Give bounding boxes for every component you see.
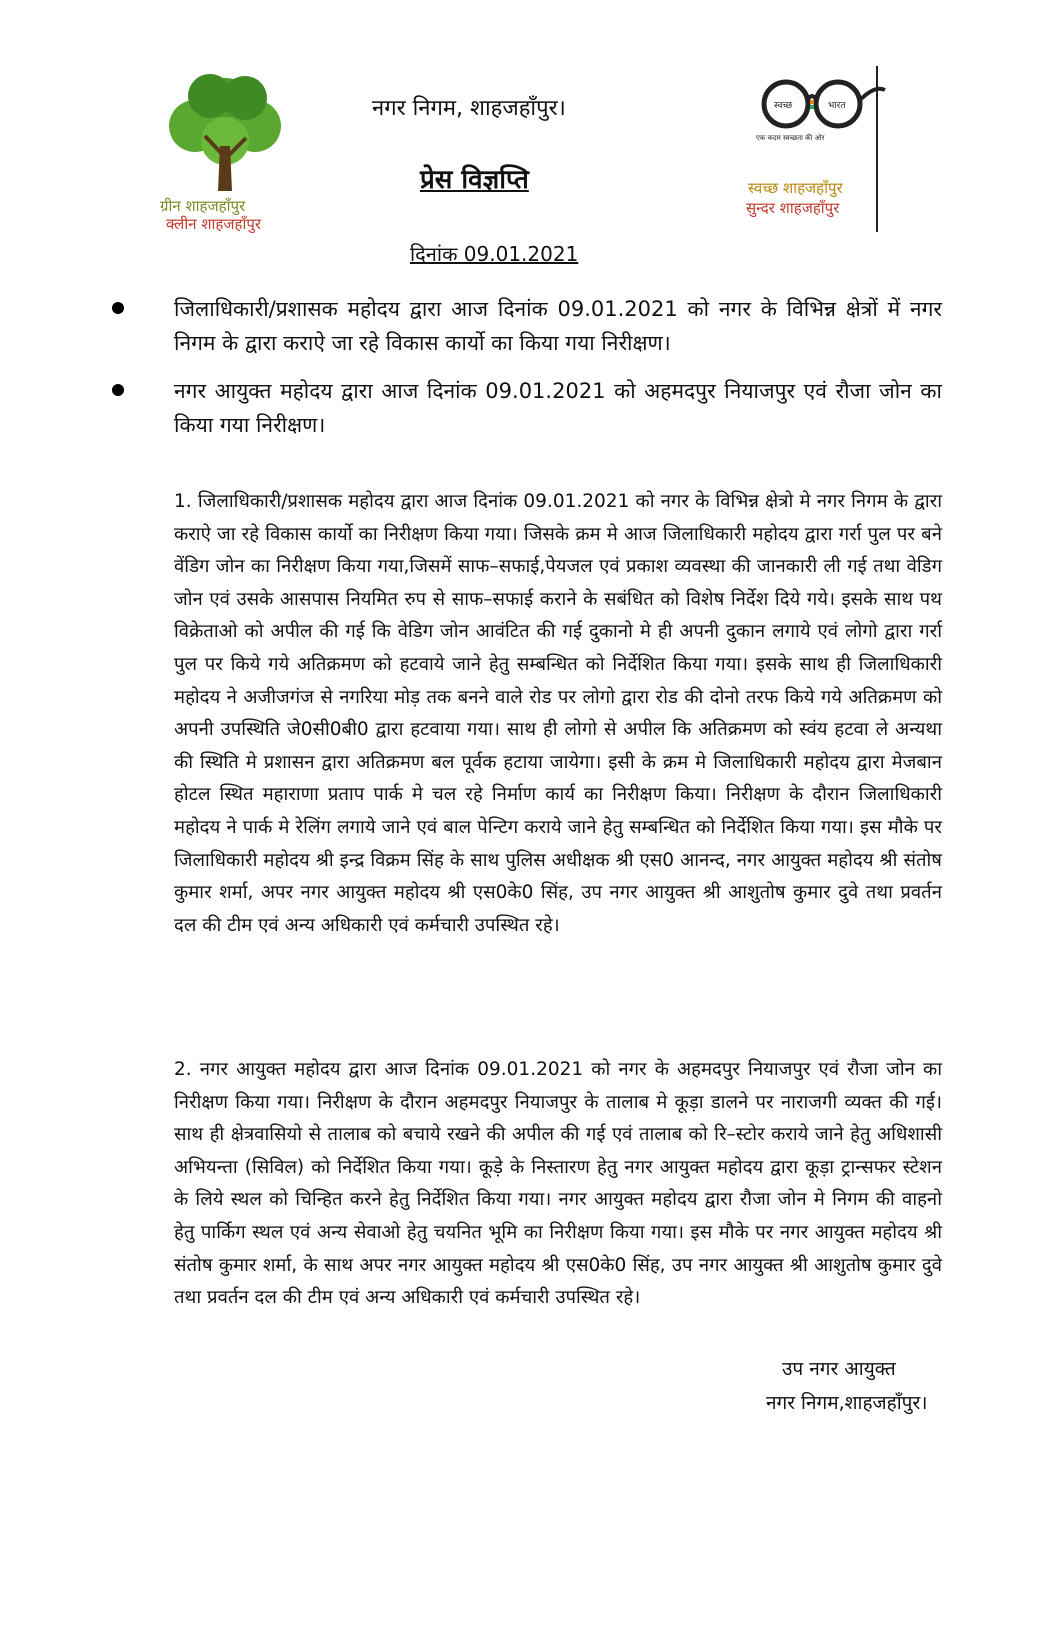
tree-logo-caption-clean: क्लीन शाहजहाँपुर <box>166 215 262 233</box>
header-divider <box>876 66 878 232</box>
bullet-item <box>112 374 942 442</box>
signatory-designation: उप नगर आयुक्त <box>782 1358 896 1380</box>
signatory-office: नगर निगम,शाहजहाँपुर। <box>766 1392 928 1414</box>
bullet-text: नगर आयुक्त महोदय द्वारा आज दिनांक 09.01.2021 को अहमदपुर नियाजपुर एवं रौजा जोन का किया गया निरीक्षण। <box>174 379 942 437</box>
paragraph-municipal-commissioner-inspection: 2. नगर आयुक्त महोदय द्वारा आज दिनांक 09.01.2021 को नगर के अहमदपुर नियाजपुर एवं रौजा जोन का निरीक्षण किया गया। निरीक्षण के दौरान अहमदपुर नियाजपुर के तालाब मे कूड़ा डालने पर नाराजगी व्यक्त की गई। साथ ही क्षेत्रवासियो से तालाब को बचाये रखने की अपील की गई एवं तालाब को रि–स्टोर कराये जाने हेतु अधिशासी अभियन्ता (सिविल) को निर्देशित किया गया। कूड़े के निस्तारण हेतु नगर आयुक्त महोदय द्वारा कूड़ा ट्रान्सफर स्टेशन के लिये स्थल को चिन्हित करने हेतु निर्देशित किया गया। नगर आयुक्त महोदय द्वारा रौजा जोन मे निगम की वाहनो हेतु पार्किग स्थल एवं अन्य सेवाओ हेतु चयनित भूमि का निरीक्षण किया गया। इस मौके पर नगर आयुक्त महोदय श्री संतोष कुमार शर्मा, के साथ अपर नगर आयुक्त महोदय श्री एस0के0 सिंह, उप नगर आयुक्त श्री आशुतोष कुमार दुवे तथा प्रवर्तन दल की टीम एवं अन्य अधिकारी एवं कर्मचारी उपस्थित रहे। <box>174 1059 942 1309</box>
bullet-text: जिलाधिकारी/प्रशासक महोदय द्वारा आज दिनांक 09.01.2021 को नगर के विभिन्न क्षेत्रों में नगर निगम के द्वारा कराऐ जा रहे विकास कार्यो का किया गया निरीक्षण। <box>174 297 942 355</box>
swachh-logo-text: स्वच्छ <box>774 101 793 111</box>
bullet-dot <box>112 384 124 396</box>
swachh-bharat-logo <box>750 70 890 160</box>
swachh-logo-tagline: एक कदम स्वच्छता की ओर <box>756 134 825 142</box>
tree-logo-caption-green: ग्रीन शाहजहाँपुर <box>160 197 246 215</box>
release-date: दिनांक 09.01.2021 <box>410 242 579 266</box>
office-heading: नगर निगम, शाहजहाँपुर। <box>372 96 566 121</box>
bharat-logo-text: भारत <box>828 101 846 111</box>
bullet-dot <box>112 302 124 314</box>
swachh-shahjahanpur-caption: स्वच्छ शाहजहाँपुर <box>748 179 843 197</box>
bullet-item <box>112 292 942 360</box>
sundar-shahjahanpur-caption: सुन्दर शाहजहाँपुर <box>746 199 840 217</box>
paragraph-district-magistrate-inspection: 1. जिलाधिकारी/प्रशासक महोदय द्वारा आज दिनांक 09.01.2021 को नगर के विभिन्न क्षेत्रो मे नगर निगम के द्वारा कराऐ जा रहे विकास कार्यो का निरीक्षण किया गया। जिसके क्रम मे आज जिलाधिकारी महोदय द्वारा गर्रा पुल पर बने वेंडिग जोन का निरीक्षण किया गया,जिसमें साफ–सफाई,पेयजल एवं प्रकाश व्यवस्था की जानकारी ली गई तथा वेडिग जोन एवं उसके आसपास नियमित रुप से साफ–सफाई कराने के सबंधित को विशेष निर्देश दिये गये। इसके साथ पथ विक्रेताओ को अपील की गई कि वेडिग जोन आवंटित की गई दुकानो मे ही अपनी दुकान लगाये एवं लोगो द्वारा गर्रा पुल पर किये गये अतिक्रमण को हटवाये जाने हेतु सम्बन्धित को निर्देशित किया गया। इसके साथ ही जिलाधिकारी महोदय ने अजीजगंज से नगरिया मोड़ तक बनने वाले रोड पर लोगो द्वारा रोड की दोनो तरफ किये गये अतिक्रमण को अपनी उपस्थिति जे0सी0बी0 द्वारा हटवाया गया। साथ ही लोगो से अपील कि अतिक्रमण को स्वंय हटवा ले अन्यथा की स्थिति मे प्रशासन द्वारा अतिक्रमण बल पूर्वक हटाया जायेगा। इसी के क्रम मे जिलाधिकारी महोदय द्वारा मेजबान होटल स्थित महाराणा प्रताप पार्क मे चल रहे निर्माण कार्य का निरीक्षण किया। निरीक्षण के दौरान जिलाधिकारी महोदय ने पार्क मे रेलिंग लगाये जाने एवं बाल पेन्टिग कराये जाने हेतु सम्बन्धित को निर्देशित किया गया। इस मौके पर जिलाधिकारी महोदय श्री इन्द्र विक्रम सिंह के साथ पुलिस अधीक्षक श्री एस0 आनन्द, नगर आयुक्त महोदय श्री संतोष कुमार शर्मा, अपर नगर आयुक्त महोदय श्री एस0के0 सिंह, उप नगर आयुक्त श्री आशुतोष कुमार दुवे तथा प्रवर्तन दल की टीम एवं अन्य अधिकारी एवं कर्मचारी उपस्थित रहे। <box>174 491 942 936</box>
press-release-title: प्रेस विज्ञप्ति <box>420 165 529 195</box>
